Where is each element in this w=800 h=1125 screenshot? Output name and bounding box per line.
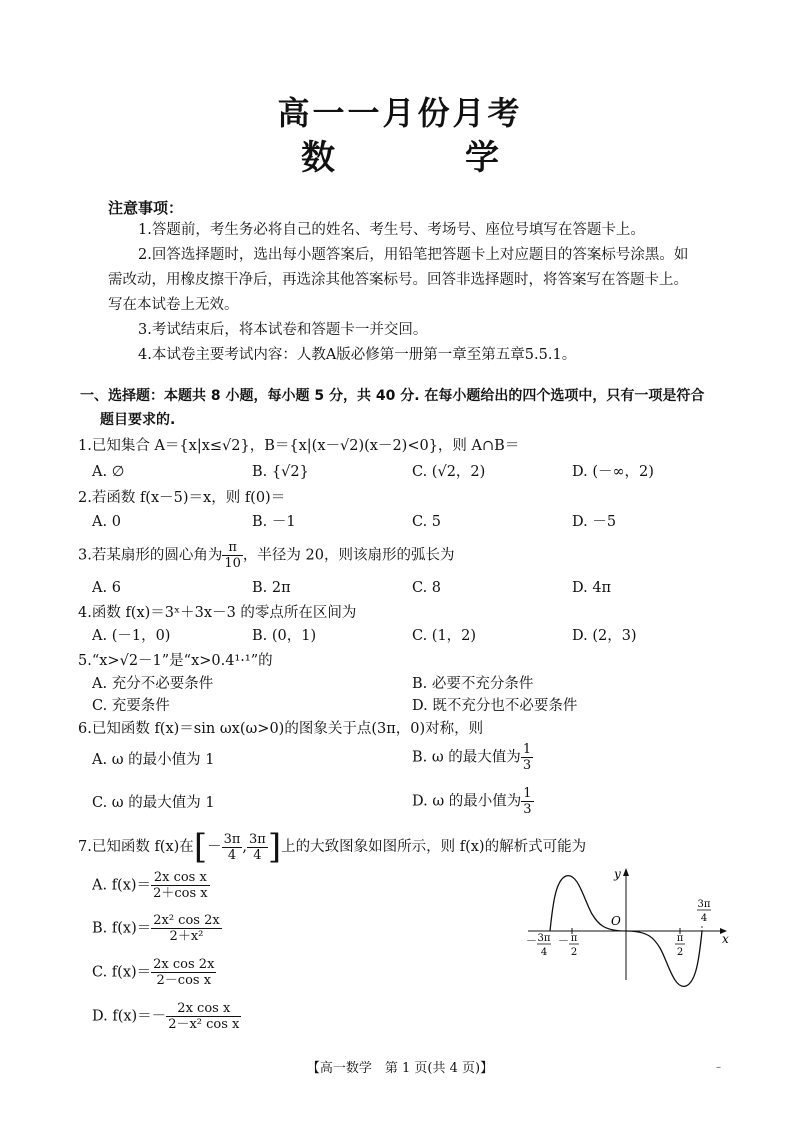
section-line-2: 题目要求的.	[100, 412, 176, 428]
interval-bracket-left: [	[193, 827, 208, 867]
question-3-option-c: C. 8	[412, 580, 442, 596]
question-3-option-a: A. 6	[92, 580, 121, 596]
option-c-text: C. f(x)＝	[92, 964, 152, 981]
fraction-denominator: 2－x² cos x	[168, 1017, 240, 1032]
question-7-stem	[78, 827, 738, 867]
question-6-stem: 6.已知函数 f(x)＝sin ωx(ω>0)的图象关于点(3π，0)对称，则	[78, 721, 484, 737]
option-b-fraction	[151, 913, 221, 944]
question-3-stem-post: ，半径为 20，则该扇形的弧长为	[242, 547, 455, 564]
option-d-text: D. f(x)＝－	[92, 1008, 167, 1025]
corner-mark: –	[716, 1062, 721, 1073]
fraction-denominator: 4	[227, 847, 237, 863]
exam-title: 高一一月份月考	[277, 94, 523, 132]
question-2-stem: 2.若函数 f(x－5)＝x，则 f(0)＝	[78, 490, 286, 506]
tick-label-3pi-4-den: 4	[700, 913, 708, 924]
question-7-graph	[520, 862, 740, 987]
fraction-numerator: 3π	[223, 831, 241, 847]
notice-item-1: 1.答题前，考生务必将自己的姓名、考生号、考场号、座位号填写在答题卡上。	[138, 222, 645, 238]
tick-label-neg-pi-2-minus: －	[558, 934, 569, 947]
section-heading	[80, 384, 720, 432]
question-7-option-a	[92, 870, 210, 901]
fraction-denominator: 2＋x²	[169, 929, 204, 944]
question-7-option-d	[92, 1001, 241, 1032]
question-6-option-d	[412, 786, 534, 817]
fraction-denominator: 10	[224, 556, 241, 571]
option-d-fraction	[521, 786, 533, 817]
question-4-option-d: D. (2，3)	[572, 628, 637, 644]
origin-label: O	[611, 914, 621, 928]
question-7-stem-post: 上的大致图象如图所示，则 f(x)的解析式可能为	[281, 839, 587, 855]
y-axis-label: y	[614, 867, 621, 881]
section-line-1: 一、选择题：本题共 8 小题，每小题 5 分，共 40 分. 在每小题给出的四个选项中，只有一项是符合	[80, 388, 705, 404]
question-1-stem: 1.已知集合 A＝{x|x≤√2}，B＝{x|(x－√2)(x－2)<0}，则 A∩B＝	[78, 438, 520, 454]
question-1-option-d: D. (－∞，2)	[572, 464, 654, 480]
question-4-option-a: A. (－1，0)	[92, 628, 171, 644]
question-2-option-d: D. －5	[572, 514, 617, 530]
question-3-angle-fraction	[222, 540, 243, 571]
fraction-numerator: 3π	[249, 831, 266, 847]
question-5-stem: 5.“x>√2－1”是“x>0.4¹·¹”的	[78, 653, 273, 669]
option-a-text: A. f(x)＝	[92, 877, 152, 894]
fraction-numerator: 2x cos 2x	[153, 957, 215, 972]
tick-label-neg-3pi-4-minus: －	[526, 934, 537, 947]
fraction-denominator: 2＋cos x	[153, 886, 208, 901]
fraction-numerator: 2x cos x	[151, 870, 210, 886]
question-4-option-b: B. (0，1)	[252, 628, 317, 644]
question-5-option-b: B. 必要不充分条件	[412, 676, 534, 692]
option-b-text: B. ω 的最大值为	[412, 749, 521, 766]
notice-item-3: 3.考试结束后，将本试卷和答题卡一并交回。	[138, 322, 428, 338]
question-3-stem-pre: 3.若某扇形的圆心角为	[78, 547, 223, 564]
question-5-option-c: C. 充要条件	[92, 698, 170, 714]
x-axis-label: x	[722, 932, 729, 946]
question-1-option-b: B. {√2}	[252, 464, 309, 480]
question-3-option-d: D. 4π	[572, 580, 612, 596]
fraction-denominator: 4	[253, 847, 262, 863]
y-axis-arrow	[623, 868, 629, 876]
option-c-fraction	[151, 957, 216, 988]
option-a-fraction	[151, 870, 210, 901]
question-6-option-b	[412, 742, 533, 773]
option-b-text: B. f(x)＝	[92, 920, 152, 937]
question-1-option-a: A. ∅	[92, 464, 125, 480]
option-d-fraction	[166, 1001, 241, 1032]
minus-sign: －	[207, 839, 222, 855]
question-6-option-a: A. ω 的最小值为 1	[92, 752, 215, 768]
question-7-option-c	[92, 957, 216, 988]
question-7-stem-pre: 7.已知函数 f(x)在	[78, 839, 194, 855]
question-4-option-c: C. (1，2)	[412, 628, 477, 644]
fraction-numerator: 1	[523, 786, 532, 801]
interval-bracket-right: ]	[267, 827, 282, 867]
tick-label-3pi-4-num: 3π	[697, 899, 711, 910]
tick-label-neg-pi-2-den: 2	[570, 947, 578, 958]
notice-item-2: 2.回答选择题时，选出每小题答案后，用铅笔把答题卡上对应题目的答案标号涂黑。如需改动，用橡皮擦干净后，再选涂其他答案标号。回答非选择题时，将答案写在答题卡上。写在本试卷上无效。	[108, 247, 689, 313]
question-5-option-d: D. 既不充分也不必要条件	[412, 698, 578, 714]
fraction-numerator: 1	[522, 742, 532, 757]
tick-label-neg-3pi-4-den: 4	[540, 947, 548, 958]
notice-heading: 注意事项：	[108, 199, 184, 217]
question-2-option-b: B. －1	[252, 514, 296, 530]
subject-title: 数 学	[301, 138, 547, 178]
tick-label-pi-2-den: 2	[676, 947, 684, 958]
fraction-denominator: 3	[523, 802, 532, 817]
interval-comma: ,	[242, 839, 248, 855]
tick-label-pi-2-num: π	[676, 933, 684, 944]
notice-item-4: 4.本试卷主要考试内容：人教A版必修第一册第一章至第五章5.5.1。	[138, 347, 577, 363]
fraction-numerator: π	[222, 540, 243, 556]
question-3-stem	[78, 540, 738, 571]
question-7-option-b	[92, 913, 222, 944]
question-6-option-c: C. ω 的最大值为 1	[92, 795, 215, 811]
option-b-fraction	[521, 742, 533, 773]
question-2-option-a: A. 0	[92, 514, 121, 530]
question-2-option-c: C. 5	[412, 514, 442, 530]
fraction-denominator: 2－cos x	[156, 973, 212, 988]
question-1-option-c: C. (√2，2)	[412, 464, 486, 480]
fraction-numerator: 2x² cos 2x	[153, 913, 220, 928]
interval-lower-fraction	[222, 832, 243, 863]
fraction-numerator: 2x cos x	[166, 1001, 241, 1017]
option-d-text: D. ω 的最小值为	[412, 793, 522, 810]
fraction-denominator: 3	[522, 758, 532, 773]
page-footer: 【高一数学 第 1 页(共 4 页)】	[306, 1061, 494, 1076]
tick-label-neg-pi-2-num: π	[570, 933, 578, 944]
tick-label-neg-3pi-4-num: 3π	[537, 933, 551, 944]
interval-upper-fraction	[247, 832, 268, 863]
question-4-stem: 4.函数 f(x)＝3ˣ＋3x－3 的零点所在区间为	[78, 605, 357, 621]
question-5-option-a: A. 充分不必要条件	[92, 676, 214, 692]
question-3-option-b: B. 2π	[252, 580, 291, 596]
